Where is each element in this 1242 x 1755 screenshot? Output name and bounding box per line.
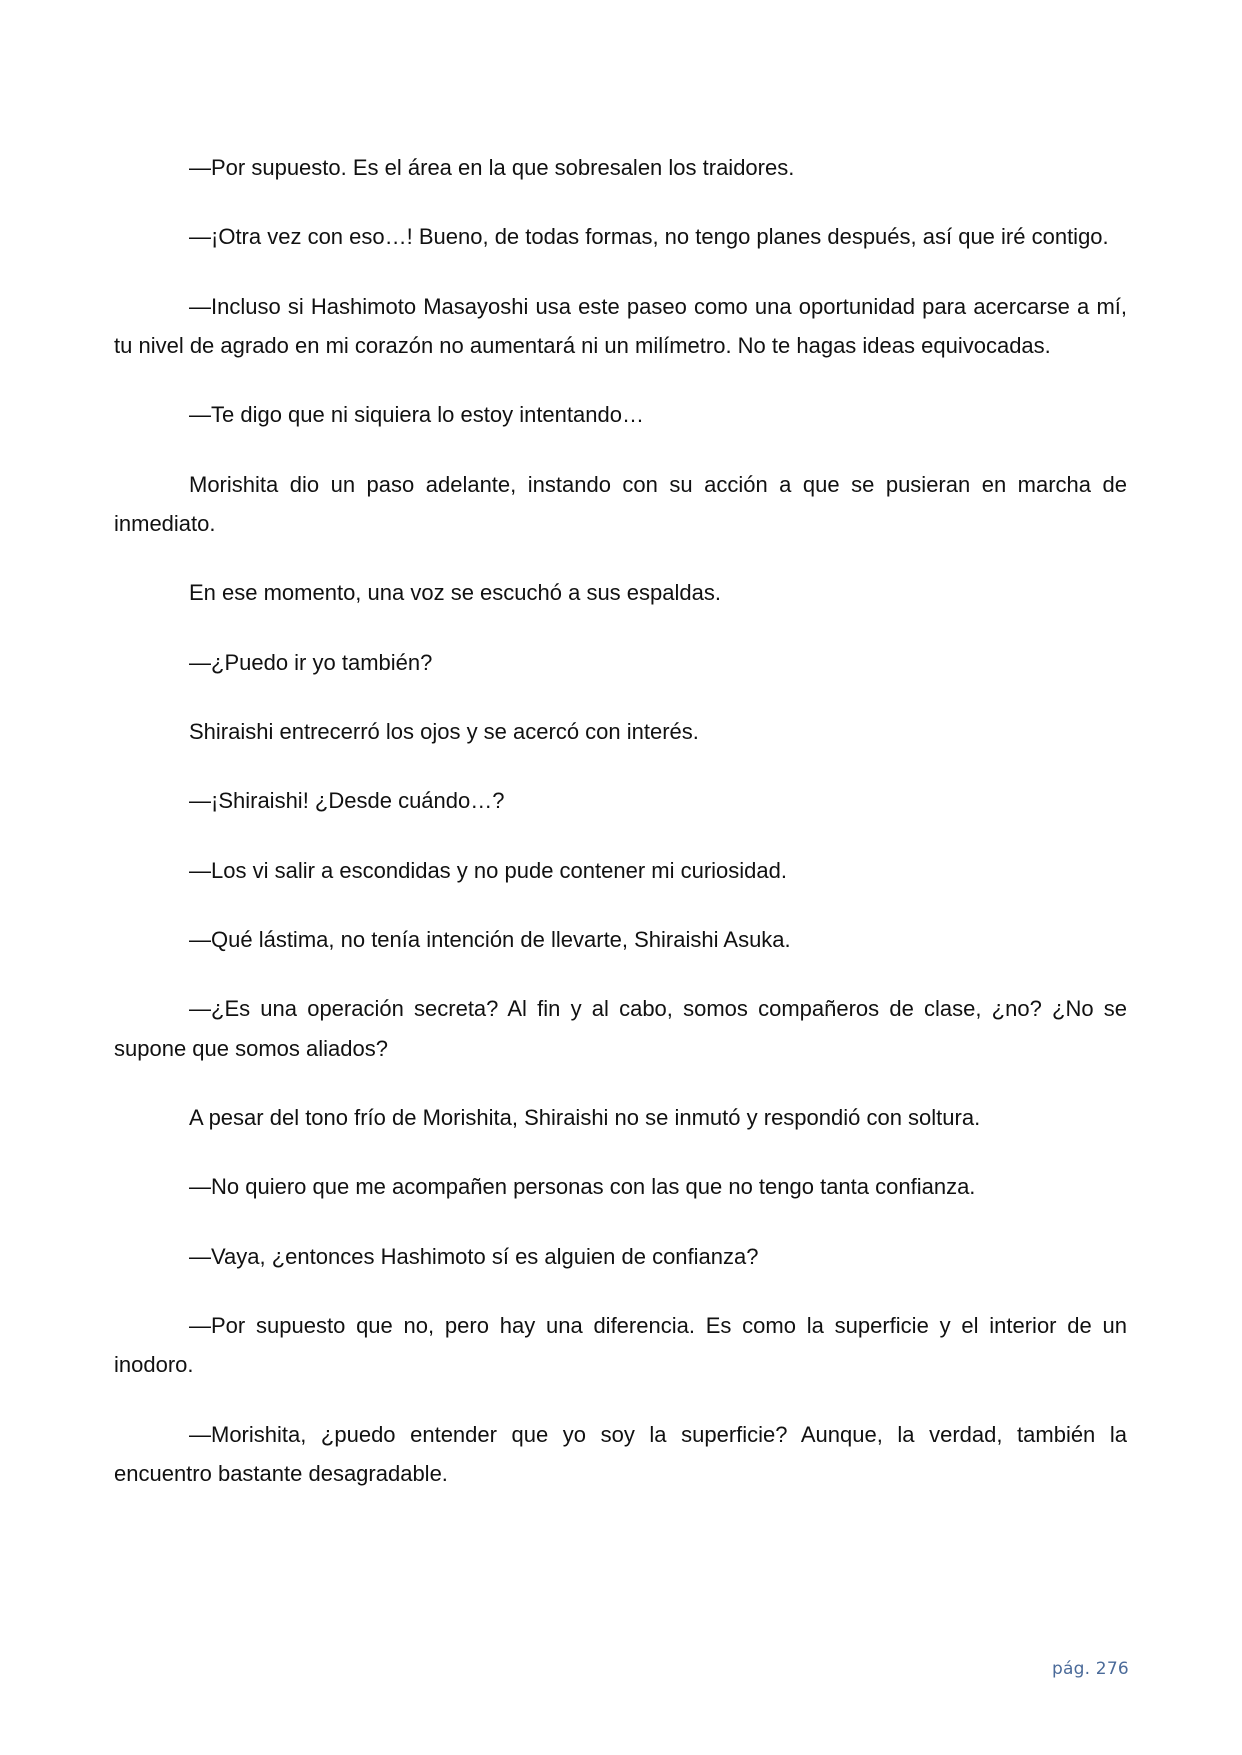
paragraph-7: —¿Puedo ir yo también?	[189, 649, 433, 675]
paragraph-16: —Por supuesto que no, pero hay una diferencia. Es como la superficie y el interior de un inodoro.	[114, 1312, 1127, 1378]
paragraph-10: —Los vi salir a escondidas y no pude contener mi curiosidad.	[189, 857, 787, 883]
paragraph-12: —¿Es una operación secreta? Al fin y al cabo, somos compañeros de clase, ¿no? ¿No se supone que somos aliados?	[114, 996, 1127, 1061]
paragraph-2: —¡Otra vez con eso…! Bueno, de todas formas, no tengo planes después, así que iré contigo.	[189, 224, 1109, 250]
paragraph-9: —¡Shiraishi! ¿Desde cuándo…?	[189, 788, 505, 814]
paragraph-14: —No quiero que me acompañen personas con las que no tengo tanta confianza.	[189, 1174, 976, 1200]
paragraph-5: Morishita dio un paso adelante, instando con su acción a que se pusieran en marcha de inmediato.	[114, 471, 1127, 537]
page-number: pág. 276	[1052, 1659, 1129, 1679]
paragraph-17: —Morishita, ¿puedo entender que yo soy la superficie? Aunque, la verdad, también la encuentro bastante desagradable.	[114, 1421, 1127, 1487]
paragraph-6: En ese momento, una voz se escuchó a sus espaldas.	[189, 580, 721, 606]
paragraph-8: Shiraishi entrecerró los ojos y se acercó con interés.	[189, 719, 699, 745]
paragraph-3: —Incluso si Hashimoto Masayoshi usa este paseo como una oportunidad para acercarse a mí, tu nivel de agrado en mi corazón no aumentará ni un milímetro. No te hagas ideas equivocadas.	[114, 293, 1127, 359]
body-text	[114, 148, 1127, 1524]
paragraph-1: —Por supuesto. Es el área en la que sobresalen los traidores.	[189, 155, 795, 180]
paragraph-13: A pesar del tono frío de Morishita, Shiraishi no se inmutó y respondió con soltura.	[189, 1105, 981, 1131]
paragraph-4: —Te digo que ni siquiera lo estoy intentando…	[189, 402, 644, 428]
paragraph-15: —Vaya, ¿entonces Hashimoto sí es alguien de confianza?	[189, 1243, 759, 1269]
paragraph-11: —Qué lástima, no tenía intención de llevarte, Shiraishi Asuka.	[189, 926, 791, 952]
